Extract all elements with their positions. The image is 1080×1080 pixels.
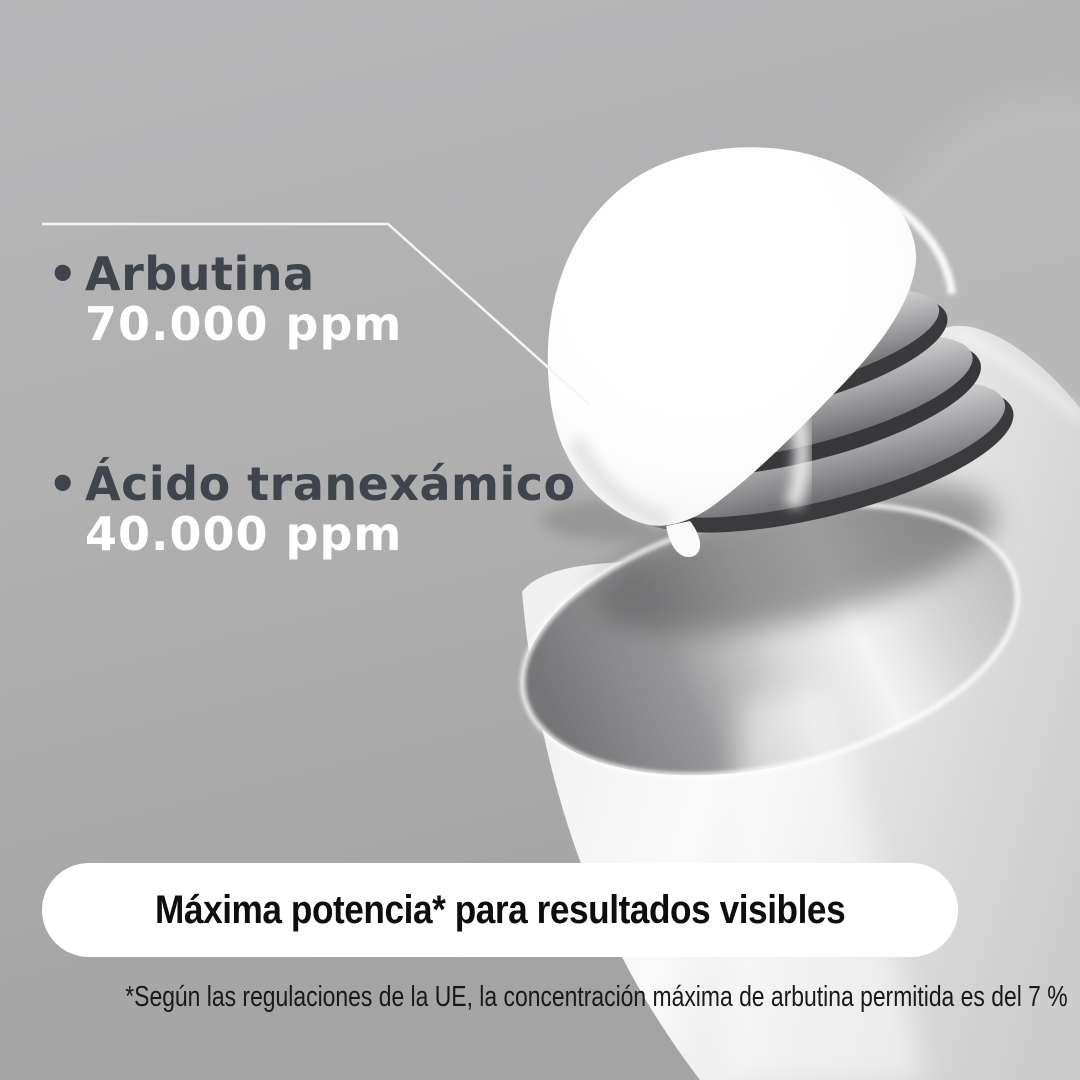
bullet-icon: •	[48, 457, 78, 511]
ingredient-line	[48, 459, 576, 509]
ingredient-amount: 40.000 ppm	[85, 507, 403, 561]
callout-dot	[587, 402, 597, 412]
ingredient-line	[48, 249, 402, 299]
footnote	[0, 981, 1080, 1014]
callout-acido-tranexamico	[48, 459, 576, 559]
footnote-text: *Según las regulaciones de la UE, la concentración máxima de arbutina permitida es del 7 %	[125, 981, 1068, 1013]
bullet-icon: •	[48, 247, 78, 301]
ingredient-name: Arbutina	[85, 247, 315, 301]
ingredient-name: Ácido tranexámico	[85, 457, 576, 511]
claim-banner	[42, 863, 958, 957]
ingredient-amount: 70.000 ppm	[85, 297, 403, 351]
callout-arbutina	[48, 249, 402, 349]
claim-text: Máxima potencia* para resultados visibles	[154, 887, 846, 932]
